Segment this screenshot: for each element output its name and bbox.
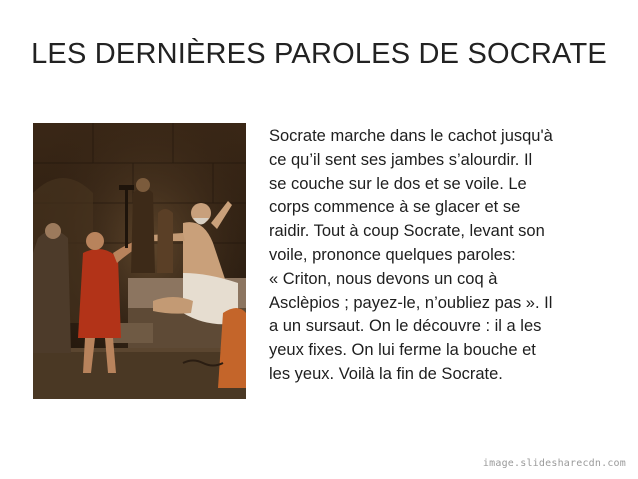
body-line: « Criton, nous devons un coq à [269,269,498,288]
body-line: a un sursaut. On le découvre : il a les [269,317,542,336]
slide-body-text [269,125,621,387]
painting-image [33,123,246,399]
slide-title: LES DERNIÈRES PAROLES DE SOCRATE [31,38,607,70]
death-of-socrates-painting [33,123,246,399]
body-line: Asclèpios ; payez-le, n’oubliez pas ». Il [269,293,553,312]
body-line: yeux fixes. On lui ferme la bouche et [269,341,536,360]
body-line: raidir. Tout à coup Socrate, levant son [269,222,545,241]
body-line: se couche sur le dos et se voile. Le [269,174,527,193]
body-line: corps commence à se glacer et se [269,198,521,217]
body-line: voile, prononce quelques paroles: [269,245,516,264]
watermark: image.slidesharecdn.com [482,458,626,469]
body-line: ce qu’il sent ses jambes s’alourdir. Il [269,150,533,169]
body-line: les yeux. Voilà la fin de Socrate. [269,364,503,383]
body-line: Socrate marche dans le cachot jusqu'à [269,127,553,145]
